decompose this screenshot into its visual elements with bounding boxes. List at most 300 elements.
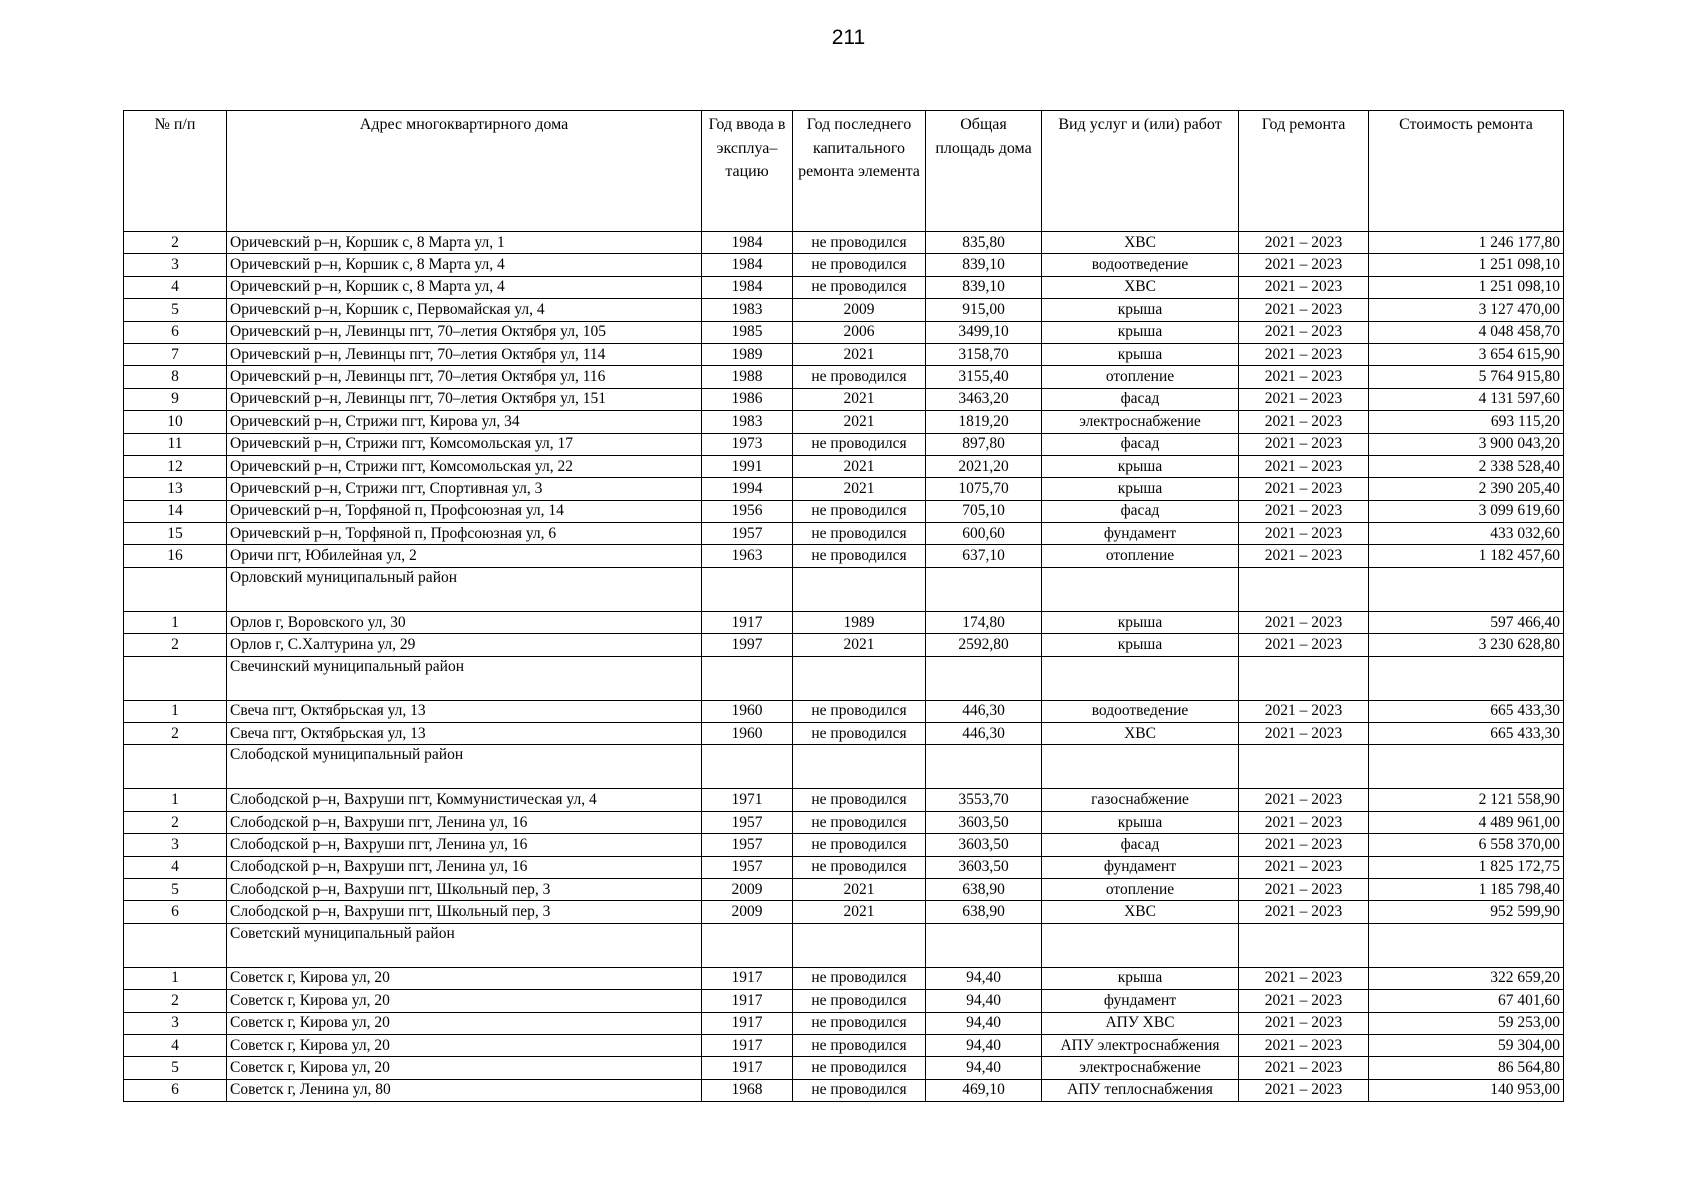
cell-cost: 3 127 470,00 (1369, 299, 1564, 321)
cell-address: Советск г, Кирова ул, 20 (227, 990, 702, 1012)
cell-work-type: ХВС (1042, 276, 1239, 298)
table-row (124, 990, 1564, 1012)
cell-num: 15 (124, 523, 227, 545)
cell-repair-year: 2021 – 2023 (1239, 299, 1369, 321)
cell-last-repair: не проводился (793, 856, 926, 878)
cell-address: Оричевский р–н, Левинцы пгт, 70–летия Октября ул, 105 (227, 321, 702, 343)
cell-repair-year: 2021 – 2023 (1239, 789, 1369, 811)
cell-area: 2592,80 (926, 634, 1042, 656)
empty-cell (926, 656, 1042, 700)
cell-cost: 1 185 798,40 (1369, 878, 1564, 900)
cell-num: 13 (124, 478, 227, 500)
table-row (124, 254, 1564, 276)
table-row (124, 299, 1564, 321)
empty-cell (1369, 923, 1564, 967)
header-cost: Стоимость ремонта (1369, 111, 1564, 232)
empty-cell (1042, 656, 1239, 700)
cell-repair-year: 2021 – 2023 (1239, 478, 1369, 500)
cell-address: Советск г, Кирова ул, 20 (227, 967, 702, 989)
cell-address: Слободской р–н, Вахруши пгт, Школьный пер, 3 (227, 878, 702, 900)
cell-num: 5 (124, 299, 227, 321)
cell-num: 11 (124, 433, 227, 455)
cell-last-repair: 2021 (793, 478, 926, 500)
cell-year-built: 1997 (702, 634, 793, 656)
cell-area: 3603,50 (926, 811, 1042, 833)
cell-year-built: 1989 (702, 343, 793, 365)
empty-cell (1369, 656, 1564, 700)
cell-address: Советск г, Кирова ул, 20 (227, 1034, 702, 1056)
table-row (124, 611, 1564, 633)
cell-address: Оричевский р–н, Левинцы пгт, 70–летия Октября ул, 151 (227, 388, 702, 410)
cell-year-built: 1991 (702, 455, 793, 477)
cell-area: 3463,20 (926, 388, 1042, 410)
cell-last-repair: не проводился (793, 1012, 926, 1034)
cell-last-repair: 2021 (793, 455, 926, 477)
table-row (124, 811, 1564, 833)
cell-repair-year: 2021 – 2023 (1239, 856, 1369, 878)
cell-area: 637,10 (926, 545, 1042, 567)
cell-last-repair: 2021 (793, 634, 926, 656)
cell-num: 6 (124, 901, 227, 923)
cell-num: 3 (124, 834, 227, 856)
cell-area: 469,10 (926, 1079, 1042, 1101)
table-row (124, 967, 1564, 989)
empty-cell (1239, 567, 1369, 611)
table-row (124, 366, 1564, 388)
table-row (124, 321, 1564, 343)
cell-area: 1075,70 (926, 478, 1042, 500)
cell-repair-year: 2021 – 2023 (1239, 811, 1369, 833)
table-row (124, 856, 1564, 878)
cell-address: Советск г, Ленина ул, 80 (227, 1079, 702, 1101)
cell-cost: 3 654 615,90 (1369, 343, 1564, 365)
table-row (124, 545, 1564, 567)
table-row (124, 388, 1564, 410)
cell-num: 6 (124, 321, 227, 343)
cell-year-built: 1983 (702, 299, 793, 321)
cell-address: Советск г, Кирова ул, 20 (227, 1057, 702, 1079)
cell-repair-year: 2021 – 2023 (1239, 545, 1369, 567)
cell-last-repair: не проводился (793, 1079, 926, 1101)
cell-area: 3553,70 (926, 789, 1042, 811)
cell-area: 3499,10 (926, 321, 1042, 343)
cell-work-type: ХВС (1042, 232, 1239, 254)
cell-last-repair: не проводился (793, 967, 926, 989)
table-row (124, 523, 1564, 545)
cell-area: 638,90 (926, 878, 1042, 900)
page-number: 211 (831, 26, 866, 49)
cell-repair-year: 2021 – 2023 (1239, 723, 1369, 745)
empty-cell (793, 923, 926, 967)
empty-cell (793, 745, 926, 789)
district-name: Свечинский муниципальный район (227, 656, 702, 700)
cell-address: Оричевский р–н, Левинцы пгт, 70–летия Октября ул, 116 (227, 366, 702, 388)
cell-work-type: отопление (1042, 878, 1239, 900)
cell-repair-year: 2021 – 2023 (1239, 455, 1369, 477)
cell-last-repair: не проводился (793, 990, 926, 1012)
cell-year-built: 1956 (702, 500, 793, 522)
empty-cell (124, 567, 227, 611)
cell-year-built: 1984 (702, 276, 793, 298)
table-row (124, 433, 1564, 455)
cell-last-repair: не проводился (793, 811, 926, 833)
cell-work-type: отопление (1042, 545, 1239, 567)
housing-repair-table (123, 110, 1564, 1102)
cell-year-built: 1971 (702, 789, 793, 811)
cell-year-built: 1957 (702, 811, 793, 833)
cell-cost: 3 099 619,60 (1369, 500, 1564, 522)
cell-address: Слободской р–н, Вахруши пгт, Ленина ул, 16 (227, 856, 702, 878)
cell-last-repair: 2021 (793, 411, 926, 433)
cell-repair-year: 2021 – 2023 (1239, 343, 1369, 365)
cell-address: Слободской р–н, Вахруши пгт, Ленина ул, 16 (227, 834, 702, 856)
cell-last-repair: не проводился (793, 433, 926, 455)
cell-area: 839,10 (926, 276, 1042, 298)
empty-cell (926, 745, 1042, 789)
cell-num: 9 (124, 388, 227, 410)
cell-cost: 665 433,30 (1369, 700, 1564, 722)
cell-address: Оричи пгт, Юбилейная ул, 2 (227, 545, 702, 567)
cell-work-type: отопление (1042, 366, 1239, 388)
cell-area: 174,80 (926, 611, 1042, 633)
cell-num: 10 (124, 411, 227, 433)
cell-cost: 433 032,60 (1369, 523, 1564, 545)
cell-num: 3 (124, 1012, 227, 1034)
header-work-type: Вид услуг и (или) работ (1042, 111, 1239, 232)
cell-repair-year: 2021 – 2023 (1239, 321, 1369, 343)
table-body (124, 232, 1564, 1102)
cell-address: Оричевский р–н, Стрижи пгт, Комсомольская ул, 17 (227, 433, 702, 455)
cell-address: Оричевский р–н, Торфяной п, Профсоюзная ул, 6 (227, 523, 702, 545)
table-row (124, 700, 1564, 722)
cell-work-type: АПУ электроснабжения (1042, 1034, 1239, 1056)
cell-address: Слободской р–н, Вахруши пгт, Ленина ул, 16 (227, 811, 702, 833)
cell-cost: 1 246 177,80 (1369, 232, 1564, 254)
cell-work-type: фасад (1042, 834, 1239, 856)
cell-last-repair: не проводился (793, 523, 926, 545)
cell-cost: 67 401,60 (1369, 990, 1564, 1012)
cell-last-repair: не проводился (793, 500, 926, 522)
cell-work-type: АПУ теплоснабжения (1042, 1079, 1239, 1101)
empty-cell (702, 745, 793, 789)
cell-last-repair: 2021 (793, 878, 926, 900)
cell-last-repair: не проводился (793, 545, 926, 567)
cell-address: Оричевский р–н, Коршик с, 8 Марта ул, 4 (227, 276, 702, 298)
cell-cost: 665 433,30 (1369, 723, 1564, 745)
header-address: Адрес многоквартирного дома (227, 111, 702, 232)
cell-cost: 59 304,00 (1369, 1034, 1564, 1056)
cell-cost: 597 466,40 (1369, 611, 1564, 633)
table-header-row (124, 111, 1564, 232)
header-year-built: Год ввода в эксплуа–тацию (702, 111, 793, 232)
cell-cost: 3 900 043,20 (1369, 433, 1564, 455)
cell-cost: 59 253,00 (1369, 1012, 1564, 1034)
cell-num: 2 (124, 634, 227, 656)
cell-year-built: 1917 (702, 611, 793, 633)
cell-num: 1 (124, 700, 227, 722)
cell-num: 2 (124, 990, 227, 1012)
cell-last-repair: не проводился (793, 232, 926, 254)
cell-repair-year: 2021 – 2023 (1239, 254, 1369, 276)
cell-last-repair: не проводился (793, 1057, 926, 1079)
cell-cost: 322 659,20 (1369, 967, 1564, 989)
cell-address: Оричевский р–н, Коршик с, 8 Марта ул, 4 (227, 254, 702, 276)
district-name: Советский муниципальный район (227, 923, 702, 967)
cell-address: Оричевский р–н, Коршик с, 8 Марта ул, 1 (227, 232, 702, 254)
cell-year-built: 2009 (702, 878, 793, 900)
cell-cost: 2 338 528,40 (1369, 455, 1564, 477)
cell-work-type: АПУ ХВС (1042, 1012, 1239, 1034)
cell-address: Орлов г, С.Халтурина ул, 29 (227, 634, 702, 656)
empty-cell (926, 923, 1042, 967)
table-row (124, 343, 1564, 365)
cell-area: 446,30 (926, 723, 1042, 745)
cell-address: Орлов г, Воровского ул, 30 (227, 611, 702, 633)
cell-num: 6 (124, 1079, 227, 1101)
cell-repair-year: 2021 – 2023 (1239, 366, 1369, 388)
cell-last-repair: 2021 (793, 388, 926, 410)
cell-year-built: 1957 (702, 834, 793, 856)
district-name: Орловский муниципальный район (227, 567, 702, 611)
cell-repair-year: 2021 – 2023 (1239, 700, 1369, 722)
cell-cost: 3 230 628,80 (1369, 634, 1564, 656)
cell-cost: 6 558 370,00 (1369, 834, 1564, 856)
cell-num: 3 (124, 254, 227, 276)
cell-work-type: фасад (1042, 500, 1239, 522)
cell-area: 839,10 (926, 254, 1042, 276)
district-name: Слободской муниципальный район (227, 745, 702, 789)
cell-work-type: крыша (1042, 299, 1239, 321)
table-row (124, 878, 1564, 900)
cell-last-repair: не проводился (793, 789, 926, 811)
header-area: Общая площадь дома (926, 111, 1042, 232)
cell-area: 835,80 (926, 232, 1042, 254)
cell-cost: 1 251 098,10 (1369, 254, 1564, 276)
table-row (124, 411, 1564, 433)
cell-year-built: 1983 (702, 411, 793, 433)
cell-work-type: фасад (1042, 433, 1239, 455)
cell-last-repair: не проводился (793, 700, 926, 722)
cell-year-built: 1960 (702, 700, 793, 722)
cell-repair-year: 2021 – 2023 (1239, 1034, 1369, 1056)
cell-num: 2 (124, 811, 227, 833)
cell-cost: 1 182 457,60 (1369, 545, 1564, 567)
cell-work-type: газоснабжение (1042, 789, 1239, 811)
cell-repair-year: 2021 – 2023 (1239, 388, 1369, 410)
cell-last-repair: 2021 (793, 901, 926, 923)
cell-num: 8 (124, 366, 227, 388)
empty-cell (1042, 745, 1239, 789)
cell-area: 897,80 (926, 433, 1042, 455)
cell-area: 1819,20 (926, 411, 1042, 433)
table-row (124, 500, 1564, 522)
cell-num: 4 (124, 1034, 227, 1056)
table-row (124, 1012, 1564, 1034)
header-last-repair: Год последнего капитального ремонта элемента (793, 111, 926, 232)
cell-year-built: 1984 (702, 232, 793, 254)
empty-cell (926, 567, 1042, 611)
table-row (124, 232, 1564, 254)
empty-cell (1369, 745, 1564, 789)
cell-work-type: крыша (1042, 611, 1239, 633)
cell-address: Слободской р–н, Вахруши пгт, Школьный пер, 3 (227, 901, 702, 923)
cell-address: Свеча пгт, Октябрьская ул, 13 (227, 700, 702, 722)
cell-repair-year: 2021 – 2023 (1239, 1057, 1369, 1079)
cell-repair-year: 2021 – 2023 (1239, 967, 1369, 989)
cell-last-repair: не проводился (793, 276, 926, 298)
cell-last-repair: 2009 (793, 299, 926, 321)
empty-cell (1042, 923, 1239, 967)
cell-last-repair: не проводился (793, 254, 926, 276)
cell-area: 705,10 (926, 500, 1042, 522)
cell-repair-year: 2021 – 2023 (1239, 634, 1369, 656)
empty-cell (124, 745, 227, 789)
cell-last-repair: 2006 (793, 321, 926, 343)
table-row (124, 1079, 1564, 1101)
cell-address: Оричевский р–н, Стрижи пгт, Кирова ул, 34 (227, 411, 702, 433)
cell-work-type: водоотведение (1042, 700, 1239, 722)
cell-cost: 4 131 597,60 (1369, 388, 1564, 410)
cell-area: 94,40 (926, 1012, 1042, 1034)
table-row (124, 276, 1564, 298)
cell-cost: 86 564,80 (1369, 1057, 1564, 1079)
cell-area: 3603,50 (926, 834, 1042, 856)
cell-year-built: 1986 (702, 388, 793, 410)
cell-num: 5 (124, 878, 227, 900)
table-row (124, 455, 1564, 477)
cell-last-repair: не проводился (793, 723, 926, 745)
cell-area: 94,40 (926, 967, 1042, 989)
cell-area: 3603,50 (926, 856, 1042, 878)
cell-address: Оричевский р–н, Стрижи пгт, Комсомольская ул, 22 (227, 455, 702, 477)
cell-cost: 952 599,90 (1369, 901, 1564, 923)
table-row (124, 478, 1564, 500)
empty-cell (793, 567, 926, 611)
cell-num: 1 (124, 789, 227, 811)
cell-num: 16 (124, 545, 227, 567)
cell-num: 14 (124, 500, 227, 522)
cell-address: Советск г, Кирова ул, 20 (227, 1012, 702, 1034)
cell-year-built: 1985 (702, 321, 793, 343)
cell-year-built: 1968 (702, 1079, 793, 1101)
cell-repair-year: 2021 – 2023 (1239, 523, 1369, 545)
cell-area: 3155,40 (926, 366, 1042, 388)
table-row (124, 1034, 1564, 1056)
cell-year-built: 1917 (702, 1034, 793, 1056)
district-row (124, 656, 1564, 700)
cell-last-repair: 1989 (793, 611, 926, 633)
cell-last-repair: не проводился (793, 1034, 926, 1056)
cell-year-built: 1960 (702, 723, 793, 745)
cell-cost: 5 764 915,80 (1369, 366, 1564, 388)
cell-area: 638,90 (926, 901, 1042, 923)
district-row (124, 923, 1564, 967)
table-row (124, 834, 1564, 856)
cell-work-type: крыша (1042, 321, 1239, 343)
cell-repair-year: 2021 – 2023 (1239, 878, 1369, 900)
cell-year-built: 1917 (702, 967, 793, 989)
cell-year-built: 1973 (702, 433, 793, 455)
cell-year-built: 1957 (702, 523, 793, 545)
cell-work-type: водоотведение (1042, 254, 1239, 276)
cell-area: 446,30 (926, 700, 1042, 722)
cell-address: Оричевский р–н, Коршик с, Первомайская ул, 4 (227, 299, 702, 321)
cell-repair-year: 2021 – 2023 (1239, 1079, 1369, 1101)
cell-repair-year: 2021 – 2023 (1239, 834, 1369, 856)
cell-num: 2 (124, 232, 227, 254)
cell-work-type: крыша (1042, 343, 1239, 365)
header-repair-year: Год ремонта (1239, 111, 1369, 232)
cell-repair-year: 2021 – 2023 (1239, 276, 1369, 298)
table-row (124, 789, 1564, 811)
cell-work-type: электроснабжение (1042, 1057, 1239, 1079)
cell-cost: 140 953,00 (1369, 1079, 1564, 1101)
cell-area: 94,40 (926, 1057, 1042, 1079)
table-row (124, 634, 1564, 656)
cell-repair-year: 2021 – 2023 (1239, 411, 1369, 433)
cell-cost: 2 121 558,90 (1369, 789, 1564, 811)
empty-cell (1042, 567, 1239, 611)
cell-work-type: фундамент (1042, 856, 1239, 878)
cell-area: 2021,20 (926, 455, 1042, 477)
cell-area: 3158,70 (926, 343, 1042, 365)
cell-cost: 1 251 098,10 (1369, 276, 1564, 298)
cell-year-built: 1917 (702, 990, 793, 1012)
cell-last-repair: не проводился (793, 366, 926, 388)
empty-cell (793, 656, 926, 700)
cell-num: 5 (124, 1057, 227, 1079)
cell-area: 94,40 (926, 990, 1042, 1012)
cell-num: 4 (124, 276, 227, 298)
cell-cost: 4 048 458,70 (1369, 321, 1564, 343)
cell-work-type: фундамент (1042, 523, 1239, 545)
cell-work-type: фундамент (1042, 990, 1239, 1012)
cell-work-type: крыша (1042, 634, 1239, 656)
cell-area: 915,00 (926, 299, 1042, 321)
cell-work-type: ХВС (1042, 723, 1239, 745)
cell-year-built: 1988 (702, 366, 793, 388)
cell-repair-year: 2021 – 2023 (1239, 901, 1369, 923)
district-row (124, 567, 1564, 611)
cell-year-built: 1994 (702, 478, 793, 500)
cell-year-built: 2009 (702, 901, 793, 923)
cell-cost: 1 825 172,75 (1369, 856, 1564, 878)
empty-cell (702, 923, 793, 967)
cell-cost: 4 489 961,00 (1369, 811, 1564, 833)
cell-num: 7 (124, 343, 227, 365)
cell-num: 4 (124, 856, 227, 878)
cell-work-type: фасад (1042, 388, 1239, 410)
table-row (124, 901, 1564, 923)
cell-area: 94,40 (926, 1034, 1042, 1056)
cell-work-type: крыша (1042, 967, 1239, 989)
empty-cell (124, 923, 227, 967)
cell-repair-year: 2021 – 2023 (1239, 232, 1369, 254)
cell-address: Оричевский р–н, Торфяной п, Профсоюзная ул, 14 (227, 500, 702, 522)
empty-cell (1239, 923, 1369, 967)
cell-num: 12 (124, 455, 227, 477)
empty-cell (702, 656, 793, 700)
cell-cost: 2 390 205,40 (1369, 478, 1564, 500)
empty-cell (702, 567, 793, 611)
cell-work-type: крыша (1042, 455, 1239, 477)
empty-cell (1239, 745, 1369, 789)
cell-work-type: электроснабжение (1042, 411, 1239, 433)
cell-work-type: ХВС (1042, 901, 1239, 923)
cell-work-type: крыша (1042, 811, 1239, 833)
empty-cell (1239, 656, 1369, 700)
cell-repair-year: 2021 – 2023 (1239, 500, 1369, 522)
